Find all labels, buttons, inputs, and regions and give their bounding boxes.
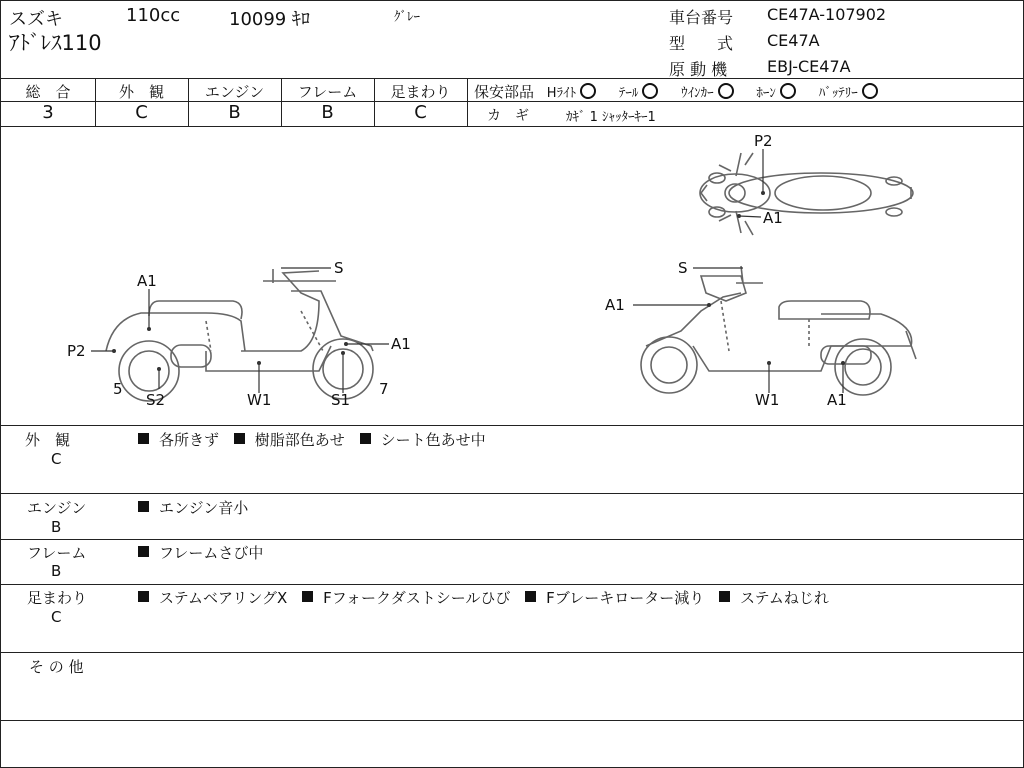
note-grade-exterior: C (51, 450, 62, 468)
ok-mark-icon (642, 83, 658, 99)
divider (1, 425, 1023, 426)
exterior-label: 外 観 (118, 83, 164, 101)
note-label-frame: フレーム (27, 544, 87, 562)
note-grade-frame: B (51, 562, 62, 580)
note-items-exterior: 各所きず 樹脂部色あせ シート色あせ中 (138, 429, 496, 450)
engine-grade: B (228, 102, 241, 123)
diagram-label: 7 (379, 380, 389, 398)
mileage: 10099 ｷﾛ (229, 9, 310, 30)
note-grade-suspension: C (51, 608, 62, 626)
note-label-suspension: 足まわり (27, 589, 88, 607)
safety-row (474, 81, 878, 102)
color: ｸﾞﾚｰ (394, 10, 420, 25)
overall-label: 総 合 (25, 83, 71, 101)
note-label-engine: エンジン (27, 499, 87, 517)
safety-item-tail: ﾃｰﾙ (619, 86, 659, 101)
safety-label: 保安部品 (474, 83, 535, 101)
diagram-label: W1 (247, 391, 272, 409)
suspension-grade: C (414, 102, 427, 123)
bullet-square-icon (525, 591, 536, 602)
diagram-label: A1 (827, 391, 847, 409)
overall-grade: 3 (42, 102, 54, 123)
note-items-engine: エンジン音小 (138, 497, 258, 518)
diagram-label: W1 (755, 391, 780, 409)
divider (467, 78, 468, 126)
engine-model-label: 原 動 機 (669, 60, 728, 79)
maker: スズキ (9, 9, 63, 30)
type-label: 型 式 (669, 34, 734, 53)
key-label: カ ギ (487, 108, 529, 124)
divider (1, 652, 1023, 653)
safety-item-winker: ｳｲﾝｶｰ (681, 86, 734, 101)
marker-dots (112, 191, 845, 371)
bullet-square-icon (138, 591, 149, 602)
bullet-square-icon (138, 433, 149, 444)
diagram-label: S (678, 259, 688, 277)
ok-mark-icon (718, 83, 734, 99)
diagram-label: A1 (137, 272, 157, 290)
ok-mark-icon (580, 83, 596, 99)
diagram-label: P2 (754, 132, 773, 150)
diagram-label: S1 (331, 391, 351, 409)
type-value: CE47A (767, 31, 820, 50)
safety-item-battery: ﾊﾞｯﾃﾘｰ (819, 86, 878, 101)
engine-model: EBJ-CE47A (767, 57, 851, 76)
diagram-label: A1 (391, 335, 411, 353)
suspension-grade-label: 足まわり (390, 83, 451, 101)
key-value: ｶｷﾞ 1 ｼｬｯﾀｰｷｰ1 (566, 110, 656, 125)
diagram-label: A1 (605, 296, 625, 314)
note-grade-engine: B (51, 518, 62, 536)
scooter-right-view-icon (641, 266, 916, 395)
note-label-other: そ の 他 (29, 658, 84, 676)
diagram-label: 5 (113, 380, 123, 398)
divider (1, 720, 1023, 721)
safety-item-headlight: Hﾗｲﾄ (547, 86, 596, 101)
frame-no-label: 車台番号 (669, 8, 734, 27)
diagram-label: S2 (146, 391, 166, 409)
diagram-label: P2 (67, 342, 86, 360)
frame-grade-label: フレーム (297, 83, 358, 101)
engine-grade-label: エンジン (204, 83, 265, 101)
bullet-square-icon (234, 433, 245, 444)
scooter-top-view-icon (700, 153, 913, 235)
displacement: 110cc (126, 5, 181, 26)
bullet-square-icon (302, 591, 313, 602)
divider (1, 539, 1023, 540)
diagram-label: A1 (763, 209, 783, 227)
frame-no: CE47A-107902 (767, 5, 887, 24)
note-label-exterior: 外 観 (25, 431, 71, 449)
divider (1, 493, 1023, 494)
safety-item-horn: ﾎｰﾝ (756, 86, 796, 101)
divider (1, 78, 1023, 79)
frame-grade: B (321, 102, 334, 123)
exterior-grade: C (135, 102, 148, 123)
note-items-suspension: ステムベアリングX Fフォークダストシールひび Fブレーキローター減り ステムねじれ (138, 587, 839, 608)
bullet-square-icon (138, 546, 149, 557)
note-items-frame: フレームさび中 (138, 542, 273, 563)
bullet-square-icon (138, 501, 149, 512)
divider (1, 584, 1023, 585)
ok-mark-icon (862, 83, 878, 99)
model-name: ｱﾄﾞﾚｽ110 (9, 31, 102, 55)
bullet-square-icon (719, 591, 730, 602)
ok-mark-icon (780, 83, 796, 99)
diagram-label: S (334, 259, 344, 277)
bullet-square-icon (360, 433, 371, 444)
